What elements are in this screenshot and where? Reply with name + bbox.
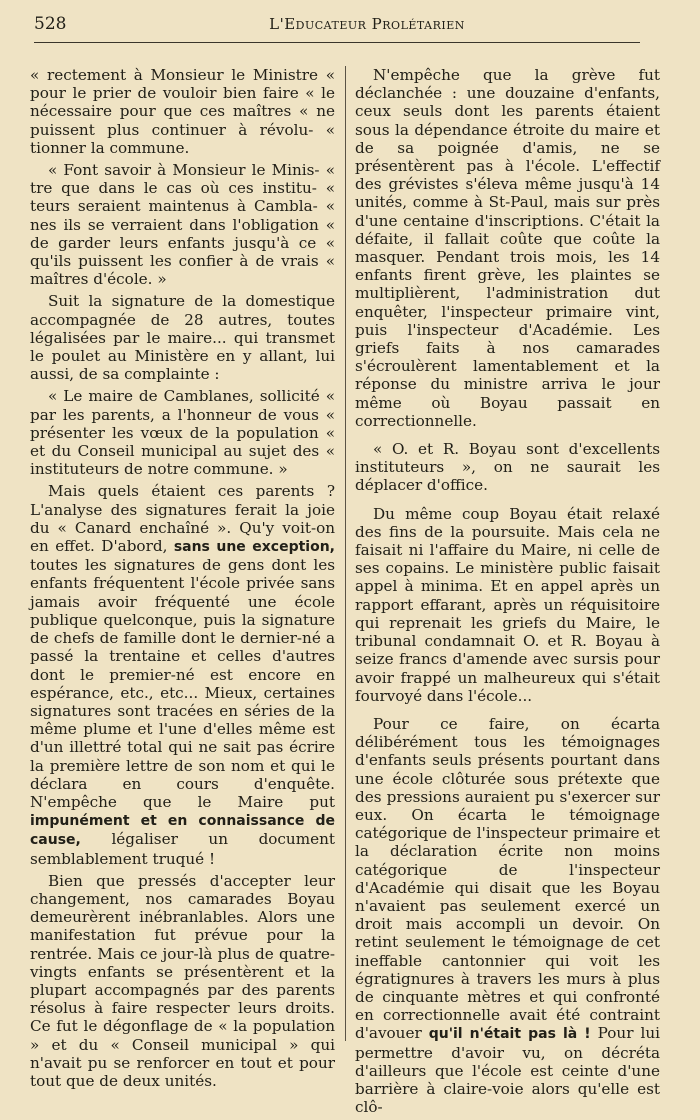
paragraph: Suit la signature de la domestique accompagnée de 28 autres, toutes légalisées par le maire... qui transmet le poulet au Ministère en y allant, lui aussi, de sa complainte :	[30, 292, 335, 384]
paragraph	[355, 715, 660, 1116]
column-divider	[345, 66, 346, 1041]
paragraph: « O. et R. Boyau sont d'excellents instituteurs », on ne saurait les déplacer d'office.	[355, 440, 660, 495]
text-run: légaliser un document semblablement truqué !	[30, 830, 335, 868]
paragraph: « Le maire de Camblanes, sollicité « par les parents, a l'honneur de vous « présenter les vœux de la population « et du Conseil municipal au sujet des « instituteurs de notre commune. »	[30, 387, 335, 479]
bold-emphasis: qu'il n'était pas là !	[428, 1026, 591, 1043]
paragraph	[30, 482, 335, 867]
text-run: Mais quels étaient ces parents ? L'analyse des signatures ferait la joie du « Canard enchaîné ». Qu'y voit-on en effet. D'abord,	[30, 482, 335, 556]
text-run: Pour lui permettre d'avoir vu, on décréta d'ailleurs que l'école est ceinte d'une barrière à claire-voie alors qu'elle est clô-	[355, 1024, 660, 1117]
page-number: 528	[34, 14, 67, 34]
paragraph: Bien que pressés d'accepter leur changement, nos camarades Boyau demeurèrent inébranlables. Alors une manifestation fut prévue pour la rentrée. Mais ce jour-là plus de quatre-vingts enfants se présentèrent et la plupart accompagnés par des parents résolus à faire respecter leurs droits. Ce fut le dégonflage de « la population » et du « Conseil municipal » qui n'avait pu se renforcer en tout et pour tout que de deux unités.	[30, 871, 335, 1090]
bold-emphasis: sans une exception,	[173, 539, 335, 556]
page-header	[34, 12, 640, 43]
right-column	[355, 66, 660, 1120]
running-title: L'Educateur Prolétarien	[269, 15, 465, 33]
bold-emphasis: impunément et en connaissance de cause,	[30, 813, 335, 849]
paragraph: N'empêche que la grève fut déclanchée : une douzaine d'enfants, ceux seuls dont les parents étaient sous la dépendance étroite du maire et de sa poignée d'amis, ne se présentèrent pas à l'école. L'effectif des grévistes s'éleva même jusqu'à 14 unités, comme à St-Paul, mais sur près d'une centaine d'inscriptions. C'était la défaite, il fallait coûte que coûte la masquer. Pendant trois mois, les 14 enfants firent grève, les plaintes se multiplièrent, l'administration dut enquêter, l'inspecteur primaire vint, puis l'inspecteur d'Académie. Les griefs faits à nos camarades s'écroulèrent lamentablement et la réponse du ministre arriva le jour même où Boyau passait en correctionnelle.	[355, 66, 660, 430]
text-run: toutes les signatures de gens dont les enfants fréquentent l'école privée sans jamais avoir fréquenté une école publique quelconque, puis la signature de chefs de famille dont le dernier-né a passé la trentaine et celles d'autres dont le premier-né est encore en espérance, etc., etc... Mieux, certaines signatures sont tracées en séries de la même plume et l'une d'elles même est d'un illettré total qui ne sait pas écrire la première lettre de son nom et qui le déclara en cours d'enquête. N'empêche que le Maire put	[30, 556, 335, 811]
left-column	[30, 66, 335, 1094]
text-run: Pour ce faire, on écarta délibérément tous les témoignages d'enfants seuls présents pourtant dans une école clôturée sous prétexte que des pressions auraient pu s'exercer sur eux. On écarta le témoignage catégorique de l'inspecteur primaire et la déclaration écrite non moins catégorique de l'inspecteur d'Académie qui disait que les Boyau n'avaient pas seulement exercé un droit mais accompli un devoir. On retint seulement le témoignage de cet ineffable cantonnier qui voit les égratignures à travers les murs à plus de cinquante mètres et qui confronté en correctionnelle avait été contraint d'avouer	[355, 714, 660, 1043]
paragraph: « Font savoir à Monsieur le Minis- « tre que dans le cas où ces institu- « teurs seraient maintenus à Cambla- « nes ils se verraient dans l'obligation « de garder leurs enfants jusqu'à ce « qu'ils puissent les confier à de vrais « maîtres d'école. »	[30, 161, 335, 289]
paragraph: Du même coup Boyau était relaxé des fins de la poursuite. Mais cela ne faisait ni l'affaire du Maire, ni celle de ses copains. Le ministère public faisait appel à minima. Et en appel après un rapport effarant, après un réquisitoire qui reprenait les griefs du Maire, le tribunal condamnait O. et R. Boyau à seize francs d'amende avec sursis pour avoir frappé un malheureux qui s'était fourvoyé dans l'école...	[355, 504, 660, 705]
paragraph: « rectement à Monsieur le Ministre « pour le prier de vouloir bien faire « le nécessaire pour que ces maîtres « ne puissent plus continuer à révolu- « tionner la commune.	[30, 66, 335, 157]
